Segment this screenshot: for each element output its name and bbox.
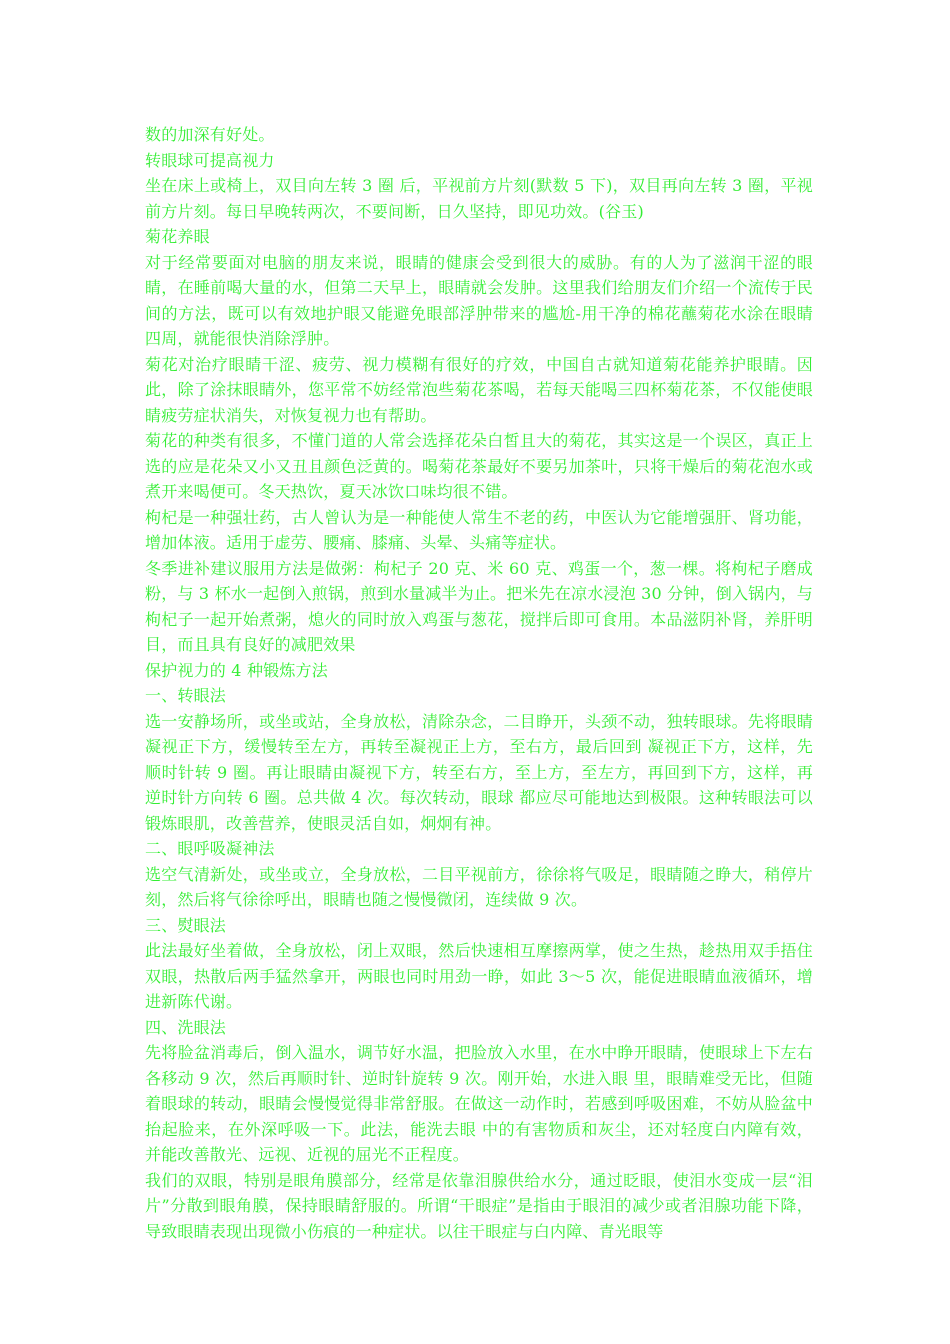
paragraph-5: 菊花对治疗眼睛干涩、疲劳、视力模糊有很好的疗效，中国自古就知道菊花能养护眼睛。因此，除了涂抹眼睛外，您平常不妨经常泡些菊花茶喝，若每天能喝三四杯菊花茶，不仅能使眼睛疲劳症状消失，对恢复视力也有帮助。 — [145, 354, 813, 425]
paragraph-2: 坐在床上或椅上，双目向左转 3 圈 后，平视前方片刻(默数 5 下)，双目再向左转 3 圈，平视前方片刻。每日早晚转两次，不要间断，日久坚持，即见功效。(谷玉) — [145, 176, 813, 221]
subheading-eye-warming: 三、熨眼法 — [145, 915, 227, 935]
subheading-eye-washing: 四、洗眼法 — [145, 1017, 227, 1037]
paragraph-6: 菊花的种类有很多，不懂门道的人常会选择花朵白皙且大的菊花，其实这是一个误区，真正上选的应是花朵又小又丑且颜色泛黄的。喝菊花茶最好不要另加茶叶，只将干燥后的菊花泡水或煮开来喝便可。冬天热饮，夏天冰饮口味均很不错。 — [145, 431, 813, 501]
paragraph-15: 此法最好坐着做，全身放松，闭上双眼，然后快速相互摩擦两掌，使之生热，趁热用双手捂住双眼，热散后两手猛然拿开，两眼也同时用劲一睁，如此 3～5 次，能促进眼睛血液循环，增进新陈代谢。 — [145, 941, 813, 1011]
paragraph-13: 选空气清新处，或坐或立，全身放松，二目平视前方，徐徐将气吸足，眼睛随之睁大，稍停片刻，然后将气徐徐呼出，眼睛也随之慢慢微闭，连续做 9 次。 — [145, 864, 813, 909]
paragraph-17: 先将脸盆消毒后，倒入温水，调节好水温，把脸放入水里，在水中睁开眼睛，使眼球上下左右各移动 9 次，然后再顺时针、逆时针旋转 9 次。刚开始，水进入眼 里，眼睛难受无比，但随着眼球的转动，眼睛会慢慢觉得非常舒服。在做这一动作时，若感到呼吸困难，不妨从脸盆中抬起脸来，在外深呼吸一下。此法，能洗去眼 中的有害物质和灰尘，还对轻度白内障有效，并能改善散光、远视、近视的屈光不正程度。 — [145, 1043, 813, 1164]
section-heading-eye-rotation: 转眼球可提高视力 — [145, 150, 275, 170]
paragraph-8: 冬季进补建议服用方法是做粥：枸杞子 20 克、米 60 克、鸡蛋一个，葱一棵。将枸杞子磨成粉，与 3 杯水一起倒入煎锅，煎到水量减半为止。把米先在凉水浸泡 30 分钟，倒入锅内，与枸杞子一起开始煮粥，熄火的同时放入鸡蛋与葱花，搅拌后即可食用。本品滋阴补肾，养肝明目，而且具有良好的减肥效果 — [145, 558, 813, 654]
document-body — [145, 122, 813, 1244]
paragraph-11: 选一安静场所，或坐或站，全身放松，清除杂念，二目睁开，头颈不动，独转眼球。先将眼睛凝视正下方，缓慢转至左方，再转至凝视正上方，至右方，最后回到 凝视正下方，这样，先顺时针转 9 圈。再让眼睛由凝视下方，转至右方，至上方，至左方，再回到下方，这样，再逆时针方向转 6 圈。总共做 4 次。每次转动，眼球 都应尽可能地达到极限。这种转眼法可以锻炼眼肌，改善营养，使眼灵活自如，炯炯有神。 — [145, 711, 813, 833]
paragraph-7: 枸杞是一种强壮药，古人曾认为是一种能使人常生不老的药，中医认为它能增强肝、肾功能，增加体液。适用于虚劳、腰痛、膝痛、头晕、头痛等症状。 — [145, 507, 813, 552]
subheading-eye-turning: 一、转眼法 — [145, 686, 227, 705]
paragraph-4: 对于经常要面对电脑的朋友来说，眼睛的健康会受到很大的威胁。有的人为了滋润干涩的眼睛，在睡前喝大量的水，但第二天早上，眼睛就会发肿。这里我们给朋友们介绍一个流传于民间的方法，既可以有效地护眼又能避免眼部浮肿带来的尴尬-用干净的棉花蘸菊花水涂在眼睛四周，就能很快消除浮肿。 — [145, 252, 813, 348]
section-heading-four-exercises: 保护视力的 4 种锻炼方法 — [145, 660, 328, 680]
paragraph-0: 数的加深有好处。 — [145, 125, 275, 144]
subheading-eye-breathing: 二、眼呼吸凝神法 — [145, 839, 275, 858]
paragraph-18: 我们的双眼，特别是眼角膜部分，经常是依靠泪腺供给水分，通过眨眼，使泪水变成一层“泪片”分散到眼角膜，保持眼睛舒服的。所谓“干眼症”是指由于眼泪的减少或者泪腺功能下降，导致眼睛表现出现微小伤痕的一种症状。以往干眼症与白内障、青光眼等 — [145, 1170, 813, 1241]
section-heading-chrysanthemum: 菊花养眼 — [145, 227, 210, 246]
